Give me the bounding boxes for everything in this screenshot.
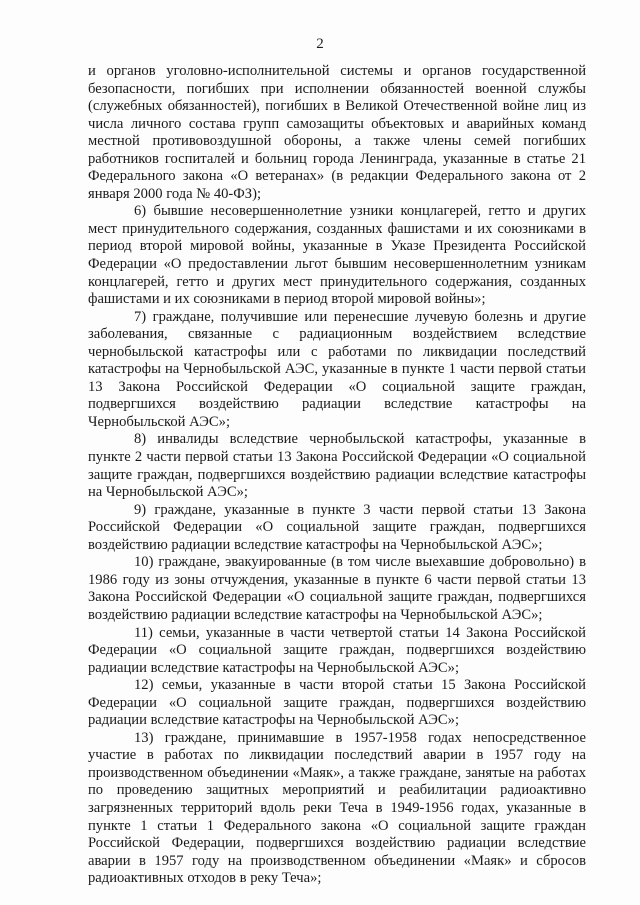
paragraph-item-6: 6) бывшие несовершеннолетние узники концлагерей, гетто и других мест принудительного содержания, созданных фашистами и их союзниками в период второй мировой войны, указанные в Указе Президента Российской Федерации «О предоставлении льгот бывшим несовершеннолетним узникам концлагерей, гетто и других мест принудительного содержания, созданных фашистами и их союзниками в период второй мировой войны»; xyxy=(88,203,586,308)
paragraph-item-10: 10) граждане, эвакуированные (в том числе выехавшие добровольно) в 1986 году из зоны отчуждения, указанные в пункте 6 части первой статьи 13 Закона Российской Федерации «О социальной защите граждан, подвергшихся воздействию радиации вследствие катастрофы на Чернобыльской АЭС»; xyxy=(88,554,586,623)
paragraph-item-7: 7) граждане, получившие или перенесшие лучевую болезнь и другие заболевания, связанные с радиационным воздействием вследствие чернобыльской катастрофы или с работами по ликвидации последствий катастрофы на Чернобыльской АЭС, указанные в пункте 1 части первой статьи 13 Закона Российской Федерации «О социальной защите граждан, подвергшихся воздействию радиации вследствие катастрофы на Чернобыльской АЭС»; xyxy=(88,308,586,430)
paragraph-item-9: 9) граждане, указанные в пункте 3 части первой статьи 13 Закона Российской Федерации «О социальной защите граждан, подвергшихся воздействию радиации вследствие катастрофы на Чернобыльской АЭС»; xyxy=(88,501,586,553)
paragraph-item-8: 8) инвалиды вследствие чернобыльской катастрофы, указанные в пункте 2 части первой статьи 13 Закона Российской Федерации «О социальной защите граждан, подвергшихся воздействию радиации вследствие катастрофы на Чернобыльской АЭС»; xyxy=(88,431,586,501)
page-number: 2 xyxy=(316,36,324,52)
paragraph-item-12: 12) семьи, указанные в части второй статьи 15 Закона Российской Федерации «О социальной защите граждан, подвергшихся воздействию радиации вследствие катастрофы на Чернобыльской АЭС»; xyxy=(88,677,586,729)
document-body xyxy=(88,63,586,888)
paragraph-item-13: 13) граждане, принимавшие в 1957-1958 годах непосредственное участие в работах по ликвидации последствий аварии в 1957 году на производственном объединении «Маяк», а также граждане, занятые на работах по проведению защитных мероприятий и реабилитации радиоактивно загрязненных территорий вдоль реки Теча в 1949-1956 годах, указанные в пункте 1 статьи 1 Федерального закона «О социальной защите граждан Российской Федерации, подвергшихся воздействию радиации вследствие аварии в 1957 году на производственном объединении «Маяк» и сбросов радиоактивных отходов в реку Теча»; xyxy=(88,729,586,887)
paragraph-item-11: 11) семьи, указанные в части четвертой статьи 14 Закона Российской Федерации «О социальной защите граждан, подвергшихся воздействию радиации вследствие катастрофы на Чернобыльской АЭС»; xyxy=(88,624,586,676)
paragraph-continuation: и органов уголовно-исполнительной системы и органов государственной безопасности, погибших при исполнении обязанностей военной службы (служебных обязанностей), погибших в Великой Отечественной войне лиц из числа личного состава групп самозащиты объектовых и аварийных команд местной противовоздушной обороны, а также члены семей погибших работников госпиталей и больниц города Ленинграда, указанные в статье 21 Федерального закона «О ветеранах» (в редакции Федерального закона от 2 января 2000 года № 40-ФЗ); xyxy=(88,63,586,202)
